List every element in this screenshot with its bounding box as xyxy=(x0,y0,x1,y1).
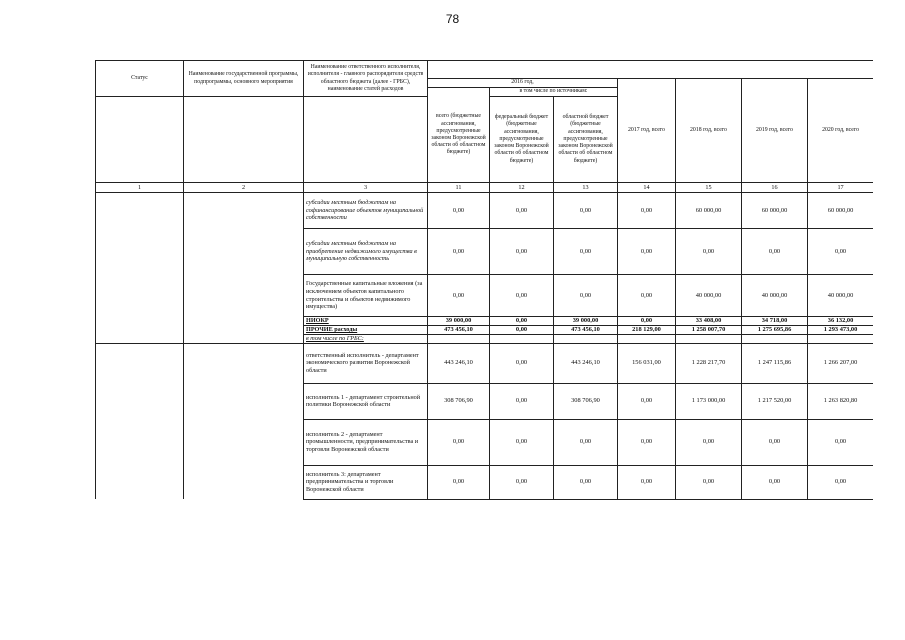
value-cell: 1 263 820,80 xyxy=(808,383,874,419)
value-cell: 39 000,00 xyxy=(428,317,490,326)
header-executor: Наименование ответственного исполнителя, исполнителя - главного распорядителя средств областного бюджета (далее - ГРБС), наименование статей расходов xyxy=(304,61,428,97)
expense-name-cell: исполнитель 3: департамент предпринимательства и торговли Воронежской области xyxy=(304,465,428,499)
value-cell: 0,00 xyxy=(742,229,808,275)
status-cell xyxy=(96,193,184,229)
column-number: 3 xyxy=(304,183,428,193)
header-blank-row xyxy=(96,61,874,68)
program-cell xyxy=(184,419,304,465)
value-cell xyxy=(742,335,808,344)
expense-name-cell: ПРОЧИЕ расходы xyxy=(304,326,428,335)
value-cell xyxy=(618,335,676,344)
value-cell: 1 173 000,00 xyxy=(676,383,742,419)
value-cell: 0,00 xyxy=(676,229,742,275)
value-cell: 0,00 xyxy=(618,275,676,317)
value-cell: 0,00 xyxy=(428,229,490,275)
value-cell: 39 000,00 xyxy=(554,317,618,326)
value-cell: 308 706,90 xyxy=(554,383,618,419)
program-cell xyxy=(184,317,304,326)
status-cell xyxy=(96,335,184,344)
value-cell: 0,00 xyxy=(490,229,554,275)
program-cell xyxy=(184,229,304,275)
program-cell xyxy=(184,326,304,335)
budget-table-container xyxy=(95,60,873,530)
table-row xyxy=(96,465,874,499)
value-cell: 0,00 xyxy=(618,193,676,229)
value-cell: 34 718,00 xyxy=(742,317,808,326)
program-cell xyxy=(184,465,304,499)
value-cell: 0,00 xyxy=(554,193,618,229)
value-cell xyxy=(554,335,618,344)
status-cell xyxy=(96,229,184,275)
value-cell: 60 000,00 xyxy=(676,193,742,229)
program-cell xyxy=(184,343,304,383)
value-cell: 0,00 xyxy=(554,465,618,499)
value-cell xyxy=(808,335,874,344)
table-row xyxy=(96,326,874,335)
value-cell: 40 000,00 xyxy=(808,275,874,317)
value-cell xyxy=(490,335,554,344)
value-cell: 0,00 xyxy=(490,419,554,465)
value-cell: 0,00 xyxy=(554,275,618,317)
expense-name-cell: Государственные капитальные вложения (за исключением объектов капитального строительства и объектов недвижимого имущества) xyxy=(304,275,428,317)
value-cell: 0,00 xyxy=(490,193,554,229)
column-number: 14 xyxy=(618,183,676,193)
table-row xyxy=(96,275,874,317)
value-cell: 40 000,00 xyxy=(742,275,808,317)
header-top-blank xyxy=(428,61,874,68)
value-cell: 0,00 xyxy=(618,317,676,326)
header-2019: 2019 год, всего xyxy=(742,79,808,183)
value-cell: 1 228 217,70 xyxy=(676,343,742,383)
header-2018: 2018 год, всего xyxy=(676,79,742,183)
budget-table xyxy=(95,60,873,500)
header-blank-band xyxy=(428,68,874,79)
value-cell: 1 266 207,00 xyxy=(808,343,874,383)
value-cell: 0,00 xyxy=(618,419,676,465)
value-cell: 0,00 xyxy=(676,465,742,499)
column-number: 16 xyxy=(742,183,808,193)
value-cell: 0,00 xyxy=(490,326,554,335)
header-status: Статус xyxy=(96,61,184,97)
table-row xyxy=(96,229,874,275)
table-row xyxy=(96,383,874,419)
value-cell: 1 247 115,86 xyxy=(742,343,808,383)
value-cell: 0,00 xyxy=(428,465,490,499)
value-cell: 0,00 xyxy=(618,383,676,419)
column-number: 13 xyxy=(554,183,618,193)
value-cell xyxy=(676,335,742,344)
column-number-row xyxy=(96,183,874,193)
value-cell: 36 132,00 xyxy=(808,317,874,326)
value-cell: 1 258 007,70 xyxy=(676,326,742,335)
value-cell: 40 000,00 xyxy=(676,275,742,317)
column-number: 15 xyxy=(676,183,742,193)
column-number: 17 xyxy=(808,183,874,193)
expense-name-cell: ответственный исполнитель - департамент экономического развития Воронежской области xyxy=(304,343,428,383)
value-cell: 473 456,10 xyxy=(428,326,490,335)
table-row xyxy=(96,335,874,344)
header-total: всего (бюджетные ассигнования, предусмотренные законом Воронежской области об областном бюджете) xyxy=(428,88,490,183)
value-cell: 473 456,10 xyxy=(554,326,618,335)
table-row xyxy=(96,317,874,326)
budget-table-body xyxy=(96,61,874,500)
program-cell xyxy=(184,383,304,419)
value-cell: 0,00 xyxy=(808,419,874,465)
status-cell xyxy=(96,326,184,335)
status-cell xyxy=(96,275,184,317)
header-2017: 2017 год, всего xyxy=(618,79,676,183)
value-cell: 0,00 xyxy=(490,343,554,383)
column-number: 2 xyxy=(184,183,304,193)
value-cell: 33 408,00 xyxy=(676,317,742,326)
value-cell: 0,00 xyxy=(676,419,742,465)
table-row xyxy=(96,193,874,229)
value-cell: 0,00 xyxy=(490,383,554,419)
program-cell xyxy=(184,275,304,317)
column-number: 1 xyxy=(96,183,184,193)
value-cell: 0,00 xyxy=(428,193,490,229)
status-cell xyxy=(96,419,184,465)
header-by-sources: в том числе по источникам: xyxy=(490,88,618,97)
expense-name-cell: в том числе по ГРБС: xyxy=(304,335,428,344)
value-cell: 0,00 xyxy=(808,229,874,275)
header-program: Наименование государственной программы, подпрограммы, основного мероприятия xyxy=(184,61,304,97)
value-cell xyxy=(428,335,490,344)
value-cell: 443 246,10 xyxy=(428,343,490,383)
header-program-spacer xyxy=(184,97,304,183)
value-cell: 60 000,00 xyxy=(808,193,874,229)
header-status-spacer xyxy=(96,97,184,183)
value-cell: 0,00 xyxy=(742,419,808,465)
value-cell: 156 031,00 xyxy=(618,343,676,383)
expense-name-cell: исполнитель 1 - департамент строительной политики Воронежской области xyxy=(304,383,428,419)
value-cell: 218 129,00 xyxy=(618,326,676,335)
expense-name-cell: исполнитель 2 - департамент промышленности, предпринимательства и торговли Воронежской области xyxy=(304,419,428,465)
expense-name-cell: субсидии местным бюджетам на софинансирование объектов муниципальной собственности xyxy=(304,193,428,229)
header-2020: 2020 год, всего xyxy=(808,79,874,183)
value-cell: 0,00 xyxy=(554,229,618,275)
table-row xyxy=(96,419,874,465)
value-cell: 60 000,00 xyxy=(742,193,808,229)
value-cell: 1 217 520,00 xyxy=(742,383,808,419)
expense-name-cell: субсидии местным бюджетам на приобретение недвижимого имущества в муниципальную собственность xyxy=(304,229,428,275)
expense-name-cell: НИОКР xyxy=(304,317,428,326)
value-cell: 0,00 xyxy=(490,465,554,499)
value-cell: 0,00 xyxy=(742,465,808,499)
value-cell: 0,00 xyxy=(554,419,618,465)
column-number: 12 xyxy=(490,183,554,193)
status-cell xyxy=(96,343,184,383)
header-executor-spacer xyxy=(304,97,428,183)
value-cell: 0,00 xyxy=(618,229,676,275)
value-cell: 1 275 695,86 xyxy=(742,326,808,335)
value-cell: 308 706,90 xyxy=(428,383,490,419)
page-number: 78 xyxy=(445,12,460,26)
program-cell xyxy=(184,193,304,229)
value-cell: 0,00 xyxy=(618,465,676,499)
program-cell xyxy=(184,335,304,344)
header-federal: федеральный бюджет (бюджетные ассигнования, предусмотренные законом Воронежской области об областном бюджете) xyxy=(490,97,554,183)
value-cell: 443 246,10 xyxy=(554,343,618,383)
value-cell: 1 293 473,00 xyxy=(808,326,874,335)
status-cell xyxy=(96,465,184,499)
value-cell: 0,00 xyxy=(490,317,554,326)
header-regional: областной бюджет (бюджетные ассигнования, предусмотренные законом Воронежской области об областном бюджете) xyxy=(554,97,618,183)
value-cell: 0,00 xyxy=(490,275,554,317)
status-cell xyxy=(96,383,184,419)
column-number: 11 xyxy=(428,183,490,193)
status-cell xyxy=(96,317,184,326)
value-cell: 0,00 xyxy=(428,419,490,465)
header-year-2016: 2016 год, xyxy=(428,79,618,88)
value-cell: 0,00 xyxy=(808,465,874,499)
value-cell: 0,00 xyxy=(428,275,490,317)
table-row xyxy=(96,343,874,383)
